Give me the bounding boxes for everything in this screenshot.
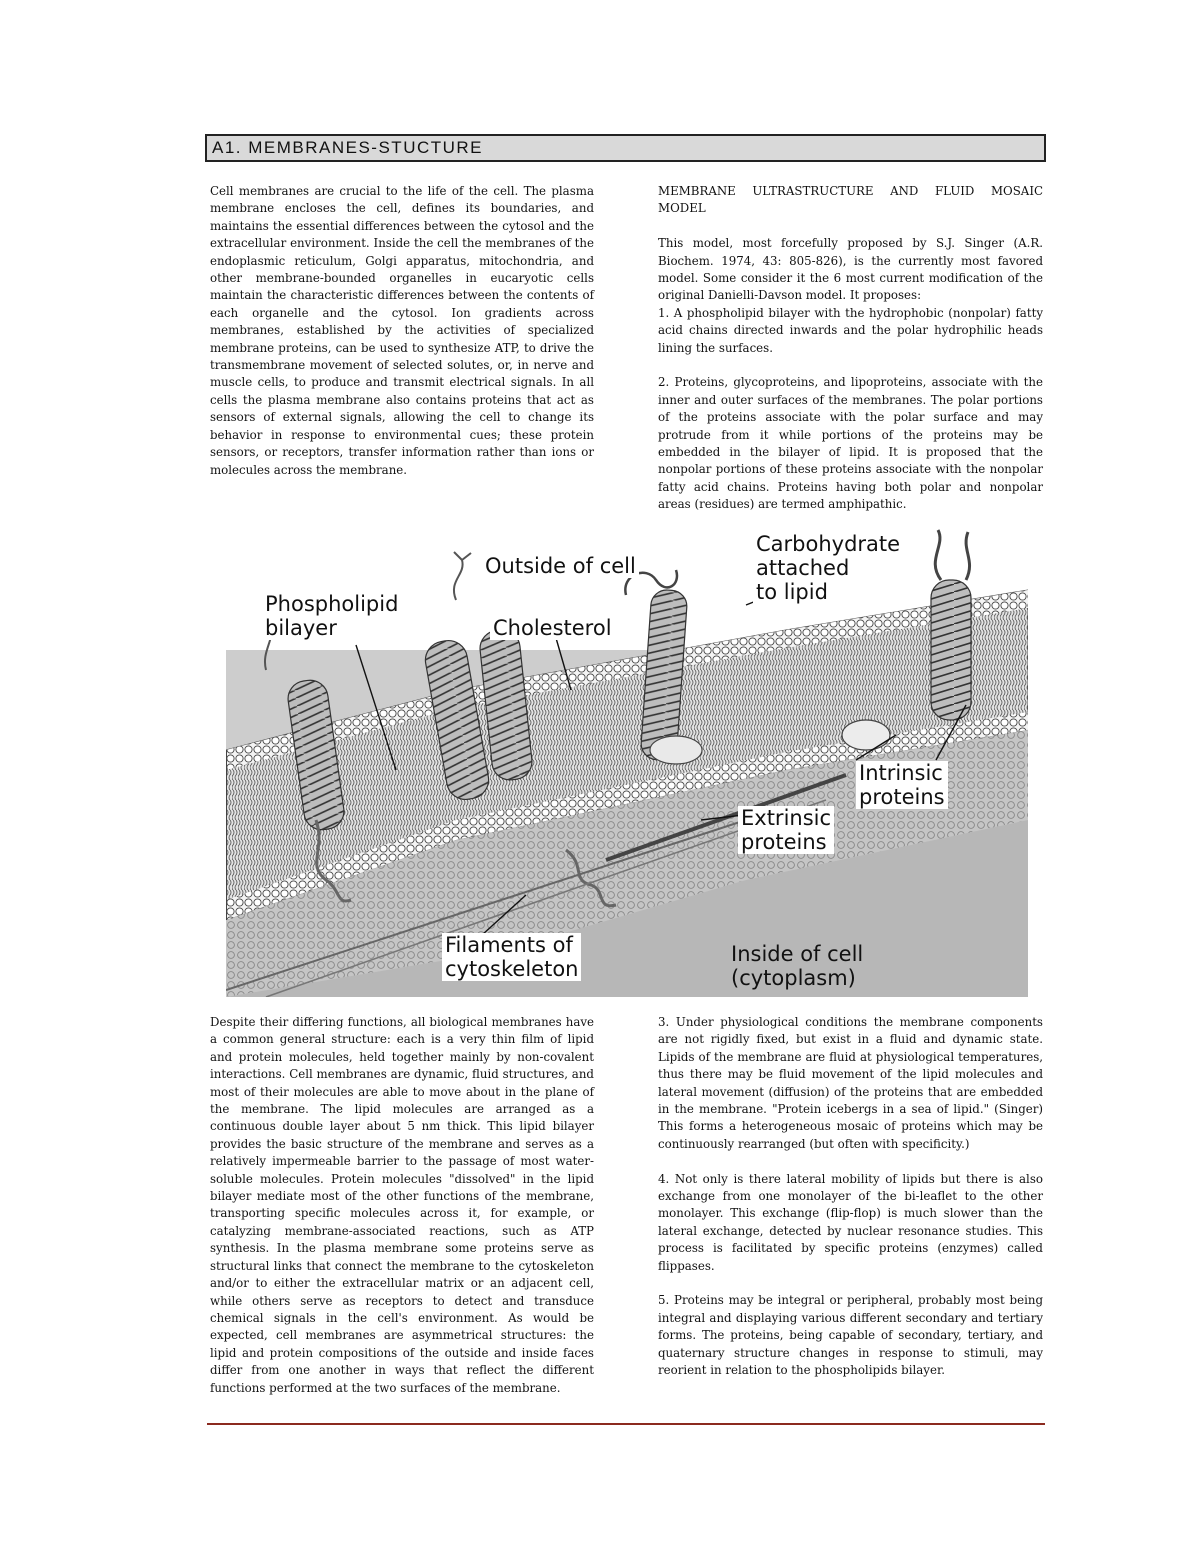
label-inside-of-cell: Inside of cell (cytoplasm) bbox=[731, 942, 864, 990]
points-column bbox=[658, 1014, 1043, 1380]
footer-rule bbox=[207, 1423, 1045, 1425]
label-cholesterol: Cholesterol bbox=[490, 616, 615, 640]
membrane-diagram bbox=[226, 520, 1028, 997]
general-structure-paragraph: Despite their differing functions, all biological membranes have a common general structure: each is a very thin film of lipid and protein molecules, held together mainly by non-covalent interactions. Cell membranes are dynamic, fluid structures, and most of their molecules are able to move about in the plane of the membrane. The lipid molecules are arranged as a continuous double layer about 5 nm thick. This lipid bilayer provides the basic structure of the membrane and serves as a relatively impermeable barrier to the passage of most water-soluble molecules. Protein molecules "dissolved" in the lipid bilayer mediate most of the other functions of the membrane, transporting specific molecules across it, for example, or catalyzing membrane-associated reactions, such as ATP synthesis. In the plasma membrane some proteins serve as structural links that connect the membrane to the cytoskeleton and/or to either the extracellular matrix or an adjacent cell, while others serve as receptors to detect and transduce chemical signals in the cell's environment. As would be expected, cell membranes are asymmetrical structures: the lipid and protein compositions of the outside and inside faces differ from one another in ways that reflect the different functions performed at the two surfaces of the membrane. bbox=[210, 1015, 594, 1395]
label-carbohydrate: Carbohydrate attached to lipid bbox=[753, 532, 903, 604]
fluid-mosaic-heading: MEMBRANE ULTRASTRUCTURE AND FLUID MOSAIC MODEL bbox=[658, 184, 1043, 216]
point-5: 5. Proteins may be integral or peripheral, probably most being integral and displaying various different secondary and tertiary forms. The proteins, being capable of secondary, tertiary, and quaternary structure changes in response to stimuli, may reorient in relation to the phospholipids bilayer. bbox=[658, 1293, 1043, 1378]
label-outside-of-cell: Outside of cell bbox=[482, 554, 639, 578]
point-1: 1. A phospholipid bilayer with the hydrophobic (nonpolar) fatty acid chains directed inwards and the polar hydrophilic heads lining the surfaces. bbox=[658, 305, 1043, 355]
fluid-mosaic-column bbox=[658, 183, 1043, 514]
label-filaments-of-cytoskeleton: Filaments of cytoskeleton bbox=[442, 933, 581, 981]
point-2: 2. Proteins, glycoproteins, and lipoproteins, associate with the inner and outer surfaces of the membranes. The polar portions of the proteins associate with the polar surface and may protrude from it while portions of the proteins may be embedded in the bilayer of lipid. It is proposed that the nonpolar portions of these proteins associate with the nonpolar fatty acid chains. Proteins having both polar and nonpolar areas (residues) are termed amphipathic. bbox=[658, 375, 1043, 512]
intro-paragraph: Cell membranes are crucial to the life of the cell. The plasma membrane encloses the cell, defines its boundaries, and maintains the essential differences between the cytosol and the extracellular environment. Inside the cell the membranes of the endoplasmic reticulum, Golgi apparatus, mitochondria, and other membrane-bounded organelles in eucaryotic cells maintain the characteristic differences between the contents of each organelle and the cytosol. Ion gradients across membranes, established by the activities of specialized membrane proteins, can be used to synthesize ATP, to drive the transmembrane movement of selected solutes, or, in nerve and muscle cells, to produce and transmit electrical signals. In all cells the plasma membrane also contains proteins that act as sensors of external signals, allowing the cell to change its behavior in response to environmental cues; these protein sensors, or receptors, transfer information rather than ions or molecules across the membrane. bbox=[210, 184, 594, 477]
general-structure-column bbox=[210, 1014, 594, 1397]
point-3: 3. Under physiological conditions the membrane components are not rigidly fixed, but exist in a fluid and dynamic state. Lipids of the membrane are fluid at physiological temperatures, thus there may be fluid movement of the lipid molecules and lateral movement (diffusion) of the proteins that are embedded in the membrane. "Protein icebergs in a sea of lipid." (Singer) This forms a heterogeneous mosaic of proteins which may be continuously rearranged (but often with specificity.) bbox=[658, 1015, 1043, 1151]
fluid-mosaic-intro: This model, most forcefully proposed by S.J. Singer (A.R. Biochem. 1974, 43: 805-826), is the currently most favored model. Some consider it the 6 most current modification of the original Danielli-Davson model. It proposes: bbox=[658, 236, 1043, 303]
label-intrinsic-proteins: Intrinsic proteins bbox=[856, 761, 948, 809]
intro-column bbox=[210, 183, 594, 479]
label-phospholipid-bilayer: Phospholipid bilayer bbox=[262, 592, 401, 640]
section-title: A1. MEMBRANES-STUCTURE bbox=[205, 134, 1046, 162]
label-extrinsic-proteins: Extrinsic proteins bbox=[738, 806, 834, 854]
point-4: 4. Not only is there lateral mobility of lipids but there is also exchange from one monolayer of the bi-leaflet to the other monolayer. This exchange (flip-flop) is much slower than the lateral exchange, detected by nuclear resonance studies. This process is facilitated by specific proteins (enzymes) called flippases. bbox=[658, 1171, 1043, 1273]
